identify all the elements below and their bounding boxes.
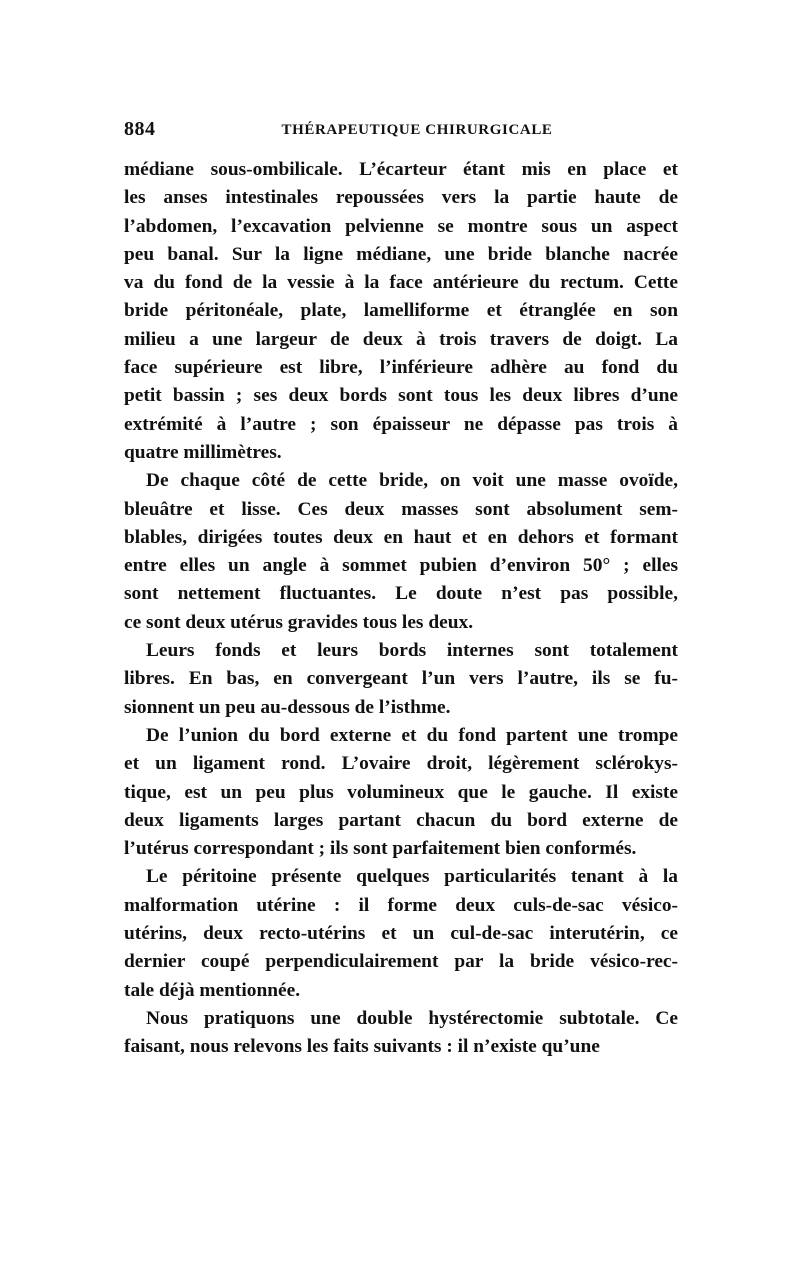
text-line: tique, est un peu plus volumineux que le gauche. Il existe — [124, 781, 678, 803]
text-line: extrémité à l’autre ; son épaisseur ne dépasse pas trois à — [124, 413, 678, 435]
text-line: sionnent un peu au-dessous de l’isthme. — [124, 696, 451, 718]
text-line: médiane sous-ombilicale. L’écarteur étant mis en place et — [124, 159, 678, 180]
page-header — [124, 118, 680, 148]
text-line: Nous pratiquons une double hystérectomie subtotale. Ce — [146, 1007, 678, 1029]
text-line: l’abdomen, l’excavation pelvienne se montre sous un aspect — [124, 215, 678, 237]
page-number: 884 — [124, 118, 156, 140]
text-line: ce sont deux utérus gravides tous les deux. — [124, 611, 474, 633]
text-line: blables, dirigées toutes deux en haut et en dehors et formant — [124, 526, 678, 548]
text-line: petit bassin ; ses deux bords sont tous les deux libres d’une — [124, 385, 678, 407]
text-line: milieu a une largeur de deux à trois travers de doigt. La — [124, 328, 678, 350]
paragraph — [124, 156, 678, 467]
text-line: dernier coupé perpendiculairement par la bride vésico-rec- — [124, 951, 678, 973]
paragraph — [124, 722, 678, 863]
text-line: quatre millimètres. — [124, 441, 282, 463]
text-line: De chaque côté de cette bride, on voit une masse ovoïde, — [146, 470, 678, 492]
text-line: entre elles un angle à sommet pubien d’environ 50° ; elles — [124, 555, 678, 577]
text-line: sont nettement fluctuantes. Le doute n’est pas possible, — [124, 583, 678, 605]
paragraph — [124, 467, 678, 637]
text-line: bleuâtre et lisse. Ces deux masses sont absolument sem- — [124, 498, 678, 520]
text-line: faisant, nous relevons les faits suivants : il n’existe qu’une — [124, 1036, 600, 1058]
text-line: libres. En bas, en convergeant l’un vers l’autre, ils se fu- — [124, 668, 678, 690]
text-line: bride péritonéale, plate, lamelliforme et étranglée en son — [124, 300, 678, 322]
paragraph — [124, 1005, 678, 1062]
paragraph — [124, 863, 678, 1004]
text-line: va du fond de la vessie à la face antérieure du rectum. Cette — [124, 272, 678, 294]
text-line: Le péritoine présente quelques particularités tenant à la — [146, 866, 678, 888]
paragraph — [124, 637, 678, 722]
text-line: Leurs fonds et leurs bords internes sont totalement — [146, 640, 678, 662]
text-line: De l’union du bord externe et du fond partent une trompe — [146, 724, 678, 746]
text-line: deux ligaments larges partant chacun du bord externe de — [124, 809, 678, 831]
text-line: l’utérus correspondant ; ils sont parfaitement bien conformés. — [124, 838, 637, 860]
body-text — [124, 156, 678, 1062]
text-line: peu banal. Sur la ligne médiane, une bride blanche nacrée — [124, 243, 678, 265]
text-line: utérins, deux recto-utérins et un cul-de-sac interutérin, ce — [124, 923, 678, 945]
text-line: face supérieure est libre, l’inférieure adhère au fond du — [124, 357, 678, 379]
running-title: THÉRAPEUTIQUE CHIRURGICALE — [281, 122, 553, 138]
text-line: tale déjà mentionnée. — [124, 979, 301, 1001]
text-line: malformation utérine : il forme deux culs-de-sac vésico- — [124, 894, 678, 916]
text-line: les anses intestinales repoussées vers la partie haute de — [124, 187, 678, 209]
text-line: et un ligament rond. L’ovaire droit, légèrement sclérokys- — [124, 753, 678, 775]
